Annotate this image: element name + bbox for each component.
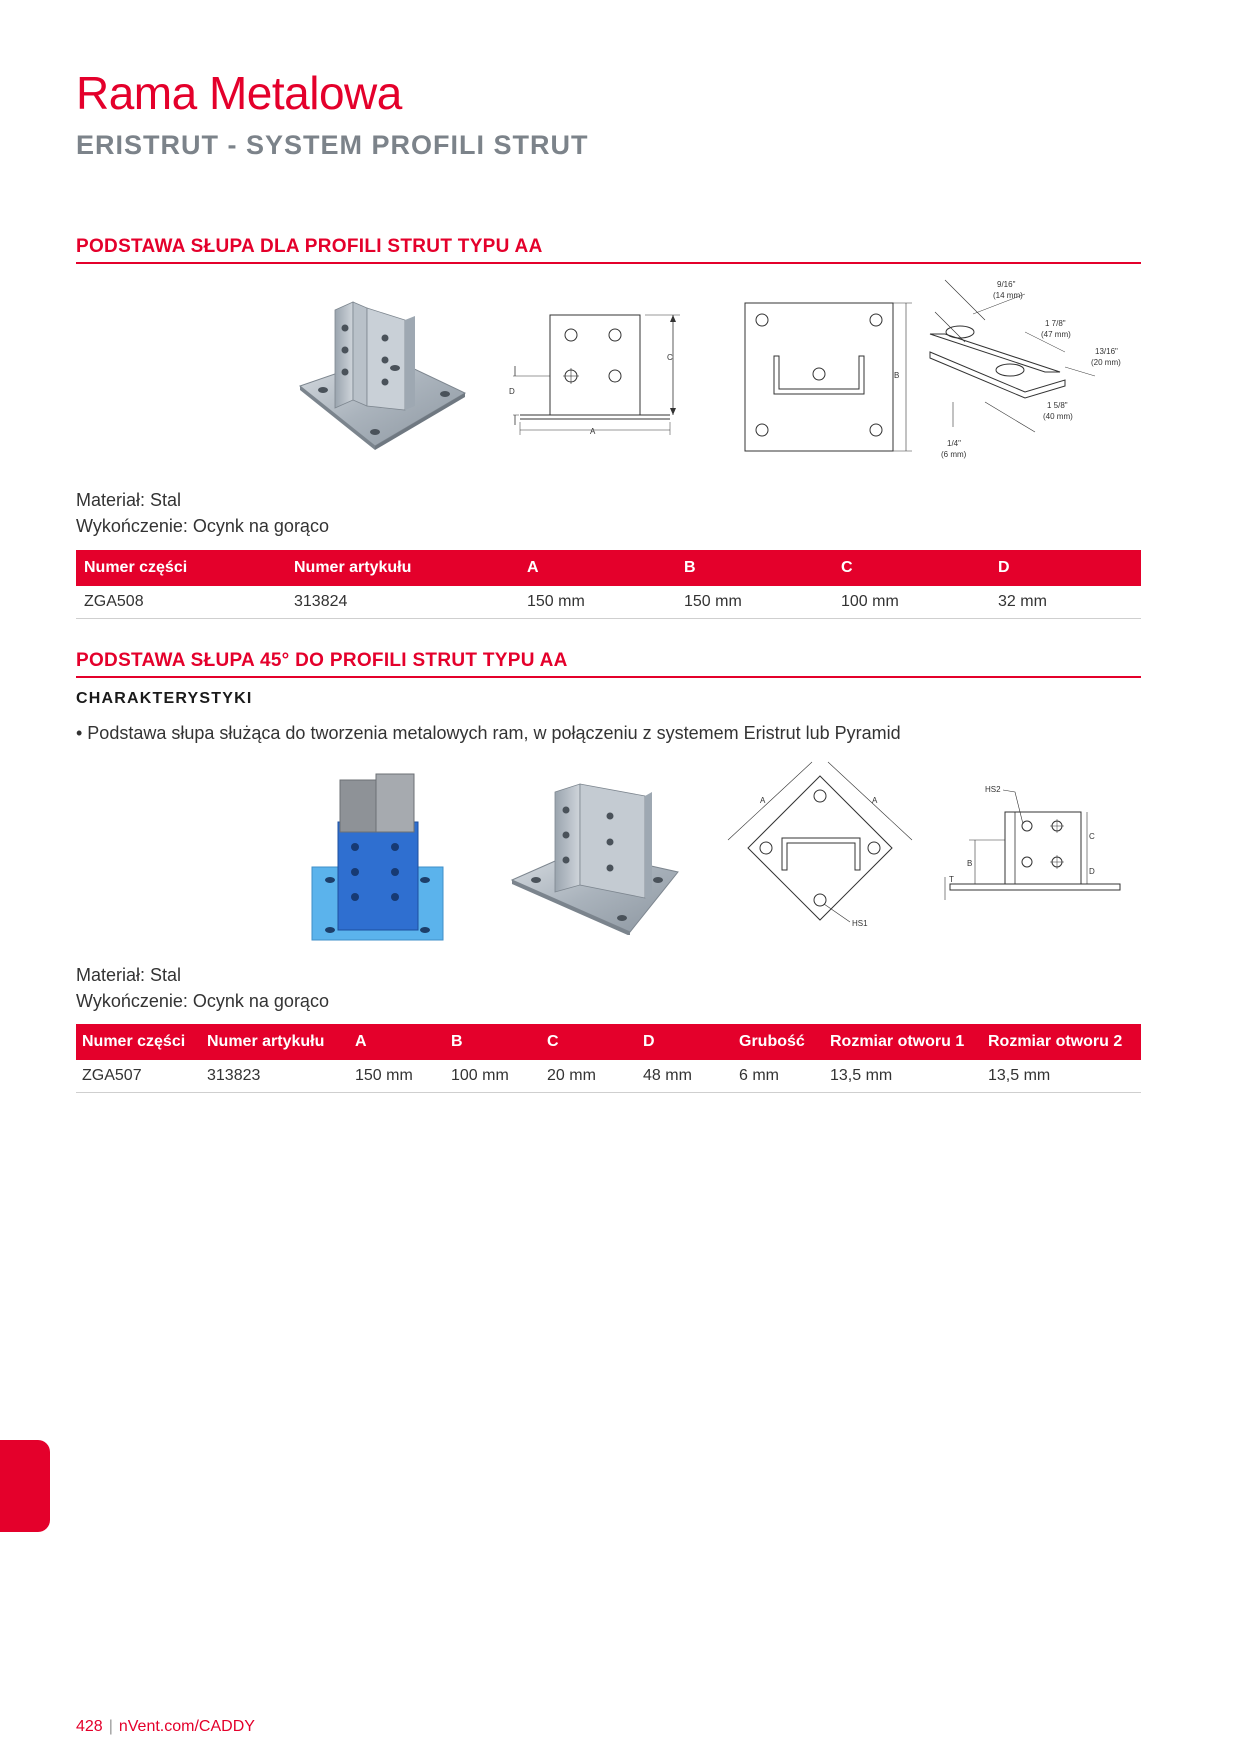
- dim-label-a1: A: [760, 796, 766, 805]
- dim-label-t: T: [949, 875, 954, 884]
- footer-separator: |: [108, 1718, 113, 1735]
- col-header: C: [541, 1024, 637, 1060]
- col-header: B: [676, 550, 833, 586]
- section1-spec-table: [76, 550, 1141, 619]
- table-row: [76, 586, 1141, 618]
- slot-dim1-mm: (14 mm): [993, 291, 1023, 300]
- table-row: [76, 1060, 1141, 1092]
- dim-label-d2: D: [1089, 867, 1095, 876]
- table-cell: 313823: [201, 1060, 349, 1092]
- section1-material: Materiał: Stal: [76, 490, 182, 510]
- drawing-top-view: [740, 298, 915, 453]
- dim-label-hs2: HS2: [985, 785, 1001, 794]
- footer: [76, 1718, 255, 1736]
- table-cell: ZGA508: [76, 586, 286, 618]
- drawing-side-view: [505, 310, 680, 435]
- col-header: Numer części: [76, 550, 286, 586]
- drawing-diamond-view: [720, 758, 920, 943]
- dim-label-a: A: [590, 427, 596, 435]
- slot-dim2-mm: (47 mm): [1041, 330, 1071, 339]
- table-header-row: [76, 1024, 1141, 1060]
- page-title: Rama Metalowa: [76, 67, 402, 119]
- section1-heading: PODSTAWA SŁUPA DLA PROFILI STRUT TYPU AA: [76, 236, 1141, 264]
- dim-label-a2: A: [872, 796, 878, 805]
- col-header: C: [833, 550, 990, 586]
- product-photo-45-base: [510, 780, 680, 935]
- slot-dim3-mm: (20 mm): [1091, 358, 1121, 367]
- col-header: Rozmiar otworu 1: [824, 1024, 982, 1060]
- col-header: A: [519, 550, 676, 586]
- table-cell: 100 mm: [445, 1060, 541, 1092]
- slot-dim4-mm: (40 mm): [1043, 412, 1073, 421]
- characteristics-bullet: • Podstawa słupa służąca do tworzenia metalowych ram, w połączeniu z systemem Eristrut lub Pyramid: [76, 723, 901, 743]
- col-header: D: [990, 550, 1141, 586]
- col-header: Numer artykułu: [286, 550, 519, 586]
- section2-finish: Wykończenie: Ocynk na gorąco: [76, 991, 329, 1011]
- table-cell: 20 mm: [541, 1060, 637, 1092]
- table-cell: 13,5 mm: [982, 1060, 1141, 1092]
- table-cell: 13,5 mm: [824, 1060, 982, 1092]
- table-cell: 6 mm: [733, 1060, 824, 1092]
- table-cell: ZGA507: [76, 1060, 201, 1092]
- section1-finish: Wykończenie: Ocynk na gorąco: [76, 516, 329, 536]
- slot-dim3: 13/16": [1095, 347, 1118, 356]
- slot-dim4: 1 5/8": [1047, 401, 1068, 410]
- table-cell: 150 mm: [519, 586, 676, 618]
- col-header: B: [445, 1024, 541, 1060]
- slot-dim5: 1/4": [947, 439, 961, 448]
- page-number: 428: [76, 1718, 103, 1735]
- product-photo-base-plate: [295, 298, 470, 450]
- table-cell: 48 mm: [637, 1060, 733, 1092]
- dim-label-b: B: [894, 371, 900, 380]
- table-header-row: [76, 550, 1141, 586]
- section2-heading: PODSTAWA SŁUPA 45° DO PROFILI STRUT TYPU AA: [76, 650, 1141, 678]
- slot-dim1: 9/16": [997, 280, 1016, 289]
- product-render-blue: [310, 772, 445, 942]
- dim-label-c: C: [667, 353, 673, 362]
- chapter-side-tab: [0, 1440, 50, 1532]
- col-header: Numer artykułu: [201, 1024, 349, 1060]
- characteristics-heading: CHARAKTERYSTYKI: [76, 690, 253, 707]
- col-header: Numer części: [76, 1024, 201, 1060]
- col-header: D: [637, 1024, 733, 1060]
- drawing-45-side-view: [935, 782, 1125, 902]
- table-cell: 100 mm: [833, 586, 990, 618]
- section2-material: Materiał: Stal: [76, 965, 182, 985]
- slot-dim2: 1 7/8": [1045, 319, 1066, 328]
- footer-website-link[interactable]: nVent.com/CADDY: [118, 1718, 255, 1735]
- table-cell: 32 mm: [990, 586, 1141, 618]
- page-subtitle: ERISTRUT - SYSTEM PROFILI STRUT: [76, 130, 589, 160]
- table-cell: 150 mm: [349, 1060, 445, 1092]
- col-header: Rozmiar otworu 2: [982, 1024, 1141, 1060]
- table-cell: 313824: [286, 586, 519, 618]
- dim-label-hs1: HS1: [852, 919, 868, 928]
- dim-label-d: D: [509, 387, 515, 396]
- slot-dim5-mm: (6 mm): [941, 450, 967, 459]
- dim-label-b2: B: [967, 859, 973, 868]
- dim-label-c2: C: [1089, 832, 1095, 841]
- col-header: Grubość: [733, 1024, 824, 1060]
- drawing-slot-detail: [925, 272, 1140, 462]
- section2-spec-table: [76, 1024, 1141, 1093]
- col-header: A: [349, 1024, 445, 1060]
- table-cell: 150 mm: [676, 586, 833, 618]
